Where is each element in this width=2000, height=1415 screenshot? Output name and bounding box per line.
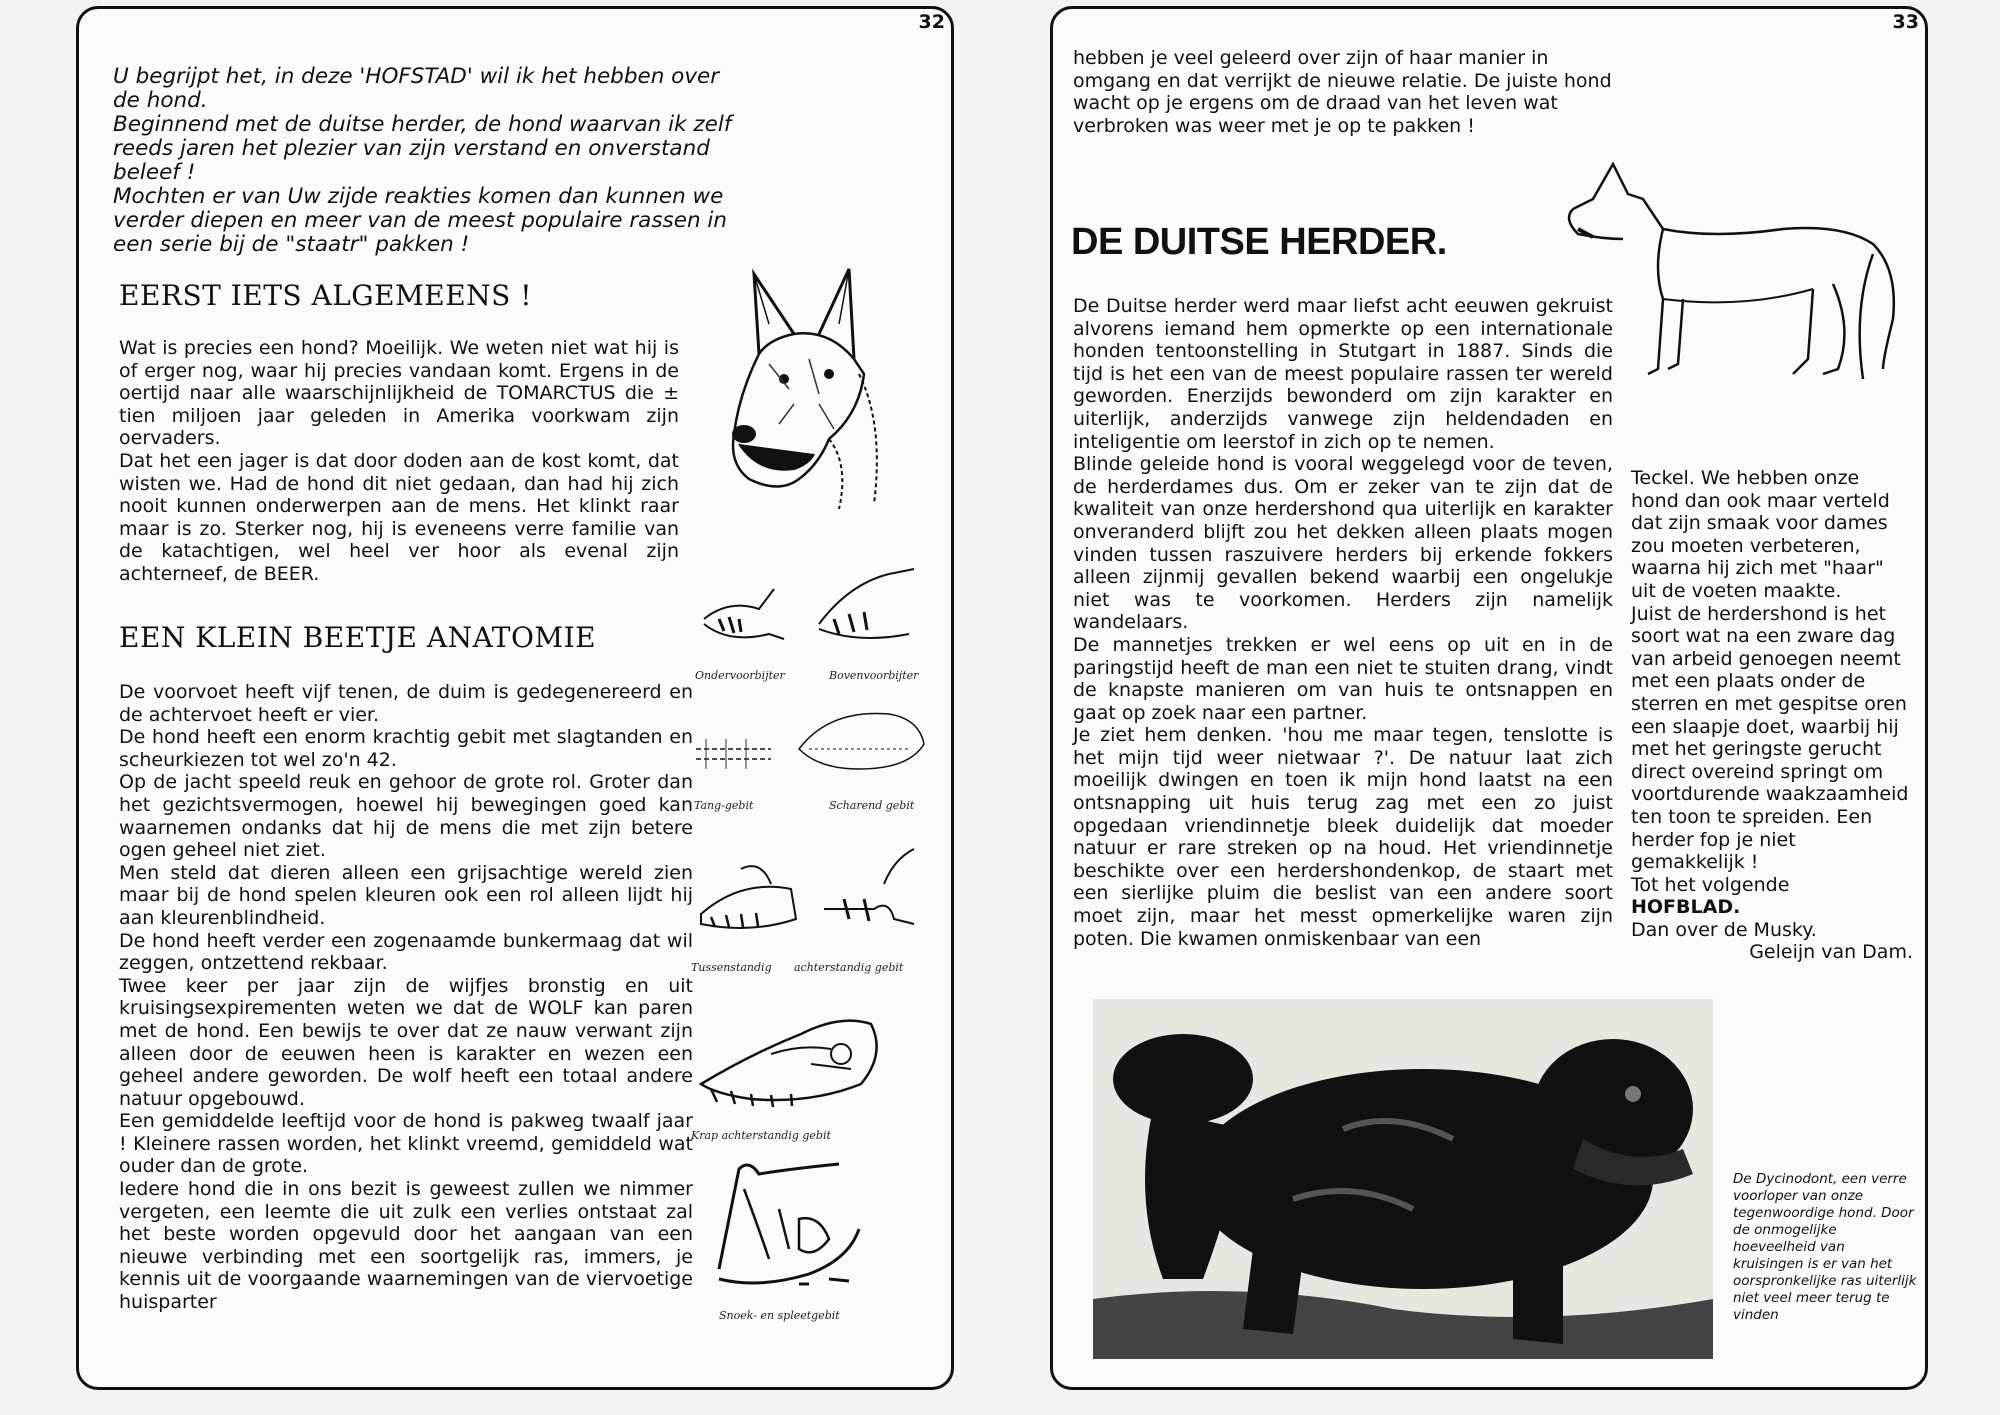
column2-paragraph-2: Juist de herdershond is het soort wat na een zware dag van arbeid genoegen neemt met een plaats onder de sterren en met gespitse oren een slaapje doet, waarbij hij met het geringste gerucht direct overeind springt om voortdurende waakzaamheid ten toon te spreiden. Een herder fop je niet gemakkelijk ! — [1631, 602, 1909, 874]
article-paragraph-2: Blinde geleide hond is vooral weggelegd voor de teven, de herderdames dus. Om er zeker van te zijn dat de kwaliteit van onze herdershond qua uiterlijk en karakter onveranderd blijft zou het dekken alleen plaats mogen vinden tussen raszuivere herders bij erkende fokkers alleen zijnmij gevallen bekend waarbij een ongelukje niet was te voorkomen. Herders zijn namelijk wandelaars. — [1073, 453, 1613, 634]
heading-algemeens: EERST IETS ALGEMEENS ! — [119, 279, 532, 312]
article-paragraph-1: De Duitse herder werd maar liefst acht eeuwen gekruist alvorens iemand hem opmerkte op een internationale honden tentoonstelling in Stutgart in 1887. Sinds die tijd is het een van de meest populaire rassen ter wereld geworden. Enerzijds bewonderd om zijn karakter en uiterlijk, anderzijds vanwege zijn heldendaden en inteligentie om leerstof in zich op te nemen. — [1073, 295, 1613, 453]
continued-paragraph: hebben je veel geleerd over zijn of haar manier in omgang en dat verrijkt de nieuwe relatie. De juiste hond wacht op je ergens om de draad van het leven wat verbroken was weer met je op te pakken ! — [1073, 47, 1612, 137]
column2-line-5: Dan over de Musky. — [1631, 918, 1817, 941]
intro-text — [113, 65, 733, 257]
caption-onder: Ondervoorbijter — [695, 669, 785, 682]
jaw-overbite-diagram — [809, 564, 919, 664]
caption-snoek: Snoek- en spleetgebit — [719, 1309, 840, 1322]
page-number-right: 33 — [1892, 11, 1919, 33]
jaw-reverse-diagram — [814, 839, 924, 949]
caption-krap: Krap achterstandig gebit — [691, 1129, 831, 1142]
jaw-underbite-diagram — [699, 569, 789, 664]
column2-paragraph-1: Teckel. We hebben onze hond dan ook maar verteld dat zijn smaak voor dames zou moeten verbeteren, waarna hij zich met "haar" uit de voeten maakte. — [1631, 467, 1890, 602]
section-anatomie-body — [119, 681, 693, 1314]
column2-line-4: HOFBLAD. — [1631, 896, 1741, 919]
caption-schaar: Scharend gebit — [829, 799, 915, 812]
intro-line-3: Mochten er van Uw zijde reakties komen dan kunnen we verder diepen en meer van de meest populaire rassen in een serie bij de "staatr" pakken ! — [113, 184, 728, 257]
article-paragraph-4: Je ziet hem denken. 'hou me maar tegen, tenslotte is het mijn tijd weer nietwaar ?'. De natuur laat zich moeilijk dwingen en toen ik mijn hond laatst na een ontsnapping uit huis terug zag met een zo juist opgedaan vriendinnetje bleek duidelijk dat moeder natuur er rare streken op na houd. Het vriendinnetje beschikte over een herdershondenkop, de staart met een sierlijke pluim die beslist van een andere soort moet zijn, maar het messt opmerkelijke waren zijn poten. Die kwamen onmiskenbaar van een — [1073, 724, 1613, 950]
article-column-2 — [1631, 467, 1913, 964]
jaw-tang-diagram — [691, 709, 781, 789]
jaw-level-diagram — [691, 839, 806, 949]
jaw-split-diagram — [699, 1149, 889, 1299]
caption-tang: Tang-gebit — [694, 799, 754, 812]
skull-diagram — [691, 994, 891, 1124]
anatomie-paragraph-6: Twee keer per jaar zijn de wijfjes bronstig en uit kruisingsexpirementen weten we dat de WOLF kan paren met de hond. Een bewijs te over dat ze nauw verwant zijn alleen door de eeuwen heen is karakter en wezen een geheel andere geworden. De wolf heeft een totaal andere natuur opgebouwd. — [119, 974, 693, 1110]
caption-achter: achterstandig gebit — [794, 961, 904, 974]
heading-anatomie: EEN KLEIN BEETJE ANATOMIE — [119, 621, 597, 654]
algemeens-paragraph-1: Wat is precies een hond? Moeilijk. We weten niet wat hij is of erger nog, waar hij precies vandaan komt. Ergens in de oertijd naar alle waarschijnlijkheid de TOMARCTUS die ± tien miljoen jaar geleden in Amerika voorkwam zijn oervaders. — [119, 337, 679, 450]
dicynodont-photo — [1093, 999, 1713, 1359]
left-page — [76, 6, 954, 1390]
right-page — [1050, 6, 1928, 1390]
section-algemeens-body — [119, 337, 679, 586]
anatomie-paragraph-7: Een gemiddelde leeftijd voor de hond is pakweg twaalf jaar ! Kleinere rassen worden, het klinkt vreemd, gemiddeld wat ouder dan de grote. — [119, 1110, 693, 1178]
jaw-scissor-diagram — [789, 699, 929, 789]
caption-boven: Bovenvoorbijter — [829, 669, 919, 682]
anatomie-paragraph-4: Men steld dat dieren alleen een grijsachtige wereld zien maar bij de hond spelen kleuren ook een rol alleen lijdt hij aan kleurenblindheid. — [119, 861, 693, 929]
page-number-left: 32 — [918, 11, 945, 33]
anatomie-paragraph-3: Op de jacht speeld reuk en gehoor de grote rol. Groter dan het gezichtsvermogen, hoewel hij bewegingen goed kan waarnemen ondanks dat hij de mens die met zijn betere ogen geheel niet ziet. — [119, 771, 693, 862]
signature: Geleijn van Dam. — [1749, 941, 1913, 964]
intro-line-2: Beginnend met de duitse herder, de hond waarvan ik zelf reeds jaren het plezier van zijn verstand en onverstand beleef ! — [113, 112, 732, 185]
anatomie-paragraph-1: De voorvoet heeft vijf tenen, de duim is gedegenereerd en de achtervoet heeft er vier. — [119, 681, 693, 726]
algemeens-paragraph-2: Dat het een jager is dat door doden aan de kost komt, dat wisten we. Had de hond dit niet gedaan, dan had hij zich nooit kunnen onderwerpen aan de mens. Het klinkt raar maar is zo. Sterker nog, hij is eveneens verre familie van de katachtigen, wel heel ver hoor als evenal zijn achterneef, de BEER. — [119, 449, 679, 585]
article-paragraph-3: De mannetjes trekken er wel eens op uit en in de paringstijd heeft de man een niet te stuiten drang, vindt de knapste manieren om van huis te ontsnappen en gaat op zoek naar een partner. — [1073, 633, 1613, 724]
intro-line-1: U begrijpt het, in deze 'HOFSTAD' wil ik het hebben over de hond. — [113, 64, 720, 113]
photo-caption: De Dycinodont, een verre voorloper van onze tegenwoordige hond. Door de onmogelijke hoeveelheid van kruisingen is er van het oorspronkelijke ras uiterlijk niet veel meer terug te vinden — [1733, 1171, 1917, 1323]
anatomie-paragraph-5: De hond heeft verder een zogenaamde bunkermaag dat wil zeggen, ontzettend rekbaar. — [119, 929, 693, 975]
caption-tussen: Tussenstandig — [691, 961, 772, 974]
column2-line-3: Tot het volgende — [1631, 873, 1790, 896]
dog-head-illustration — [699, 264, 899, 534]
article-column-1 — [1073, 295, 1613, 950]
continued-text — [1073, 47, 1613, 137]
anatomie-paragraph-8: Iedere hond die in ons bezit is geweest zullen we nimmer vergeten, een leemte die uit zulk een verlies ontstaat zal het beste worden opgevuld door het aangaan van een nieuwe verbinding met een soortgelijk ras, immers, je kennis uit de voorgaande waarnemingen van de viervoetige huisparter — [119, 1178, 693, 1314]
anatomie-paragraph-2: De hond heeft een enorm krachtig gebit met slagtanden en scheurkiezen tot wel zo'n 42. — [119, 726, 693, 771]
article-title: DE DUITSE HERDER. — [1071, 221, 1447, 263]
